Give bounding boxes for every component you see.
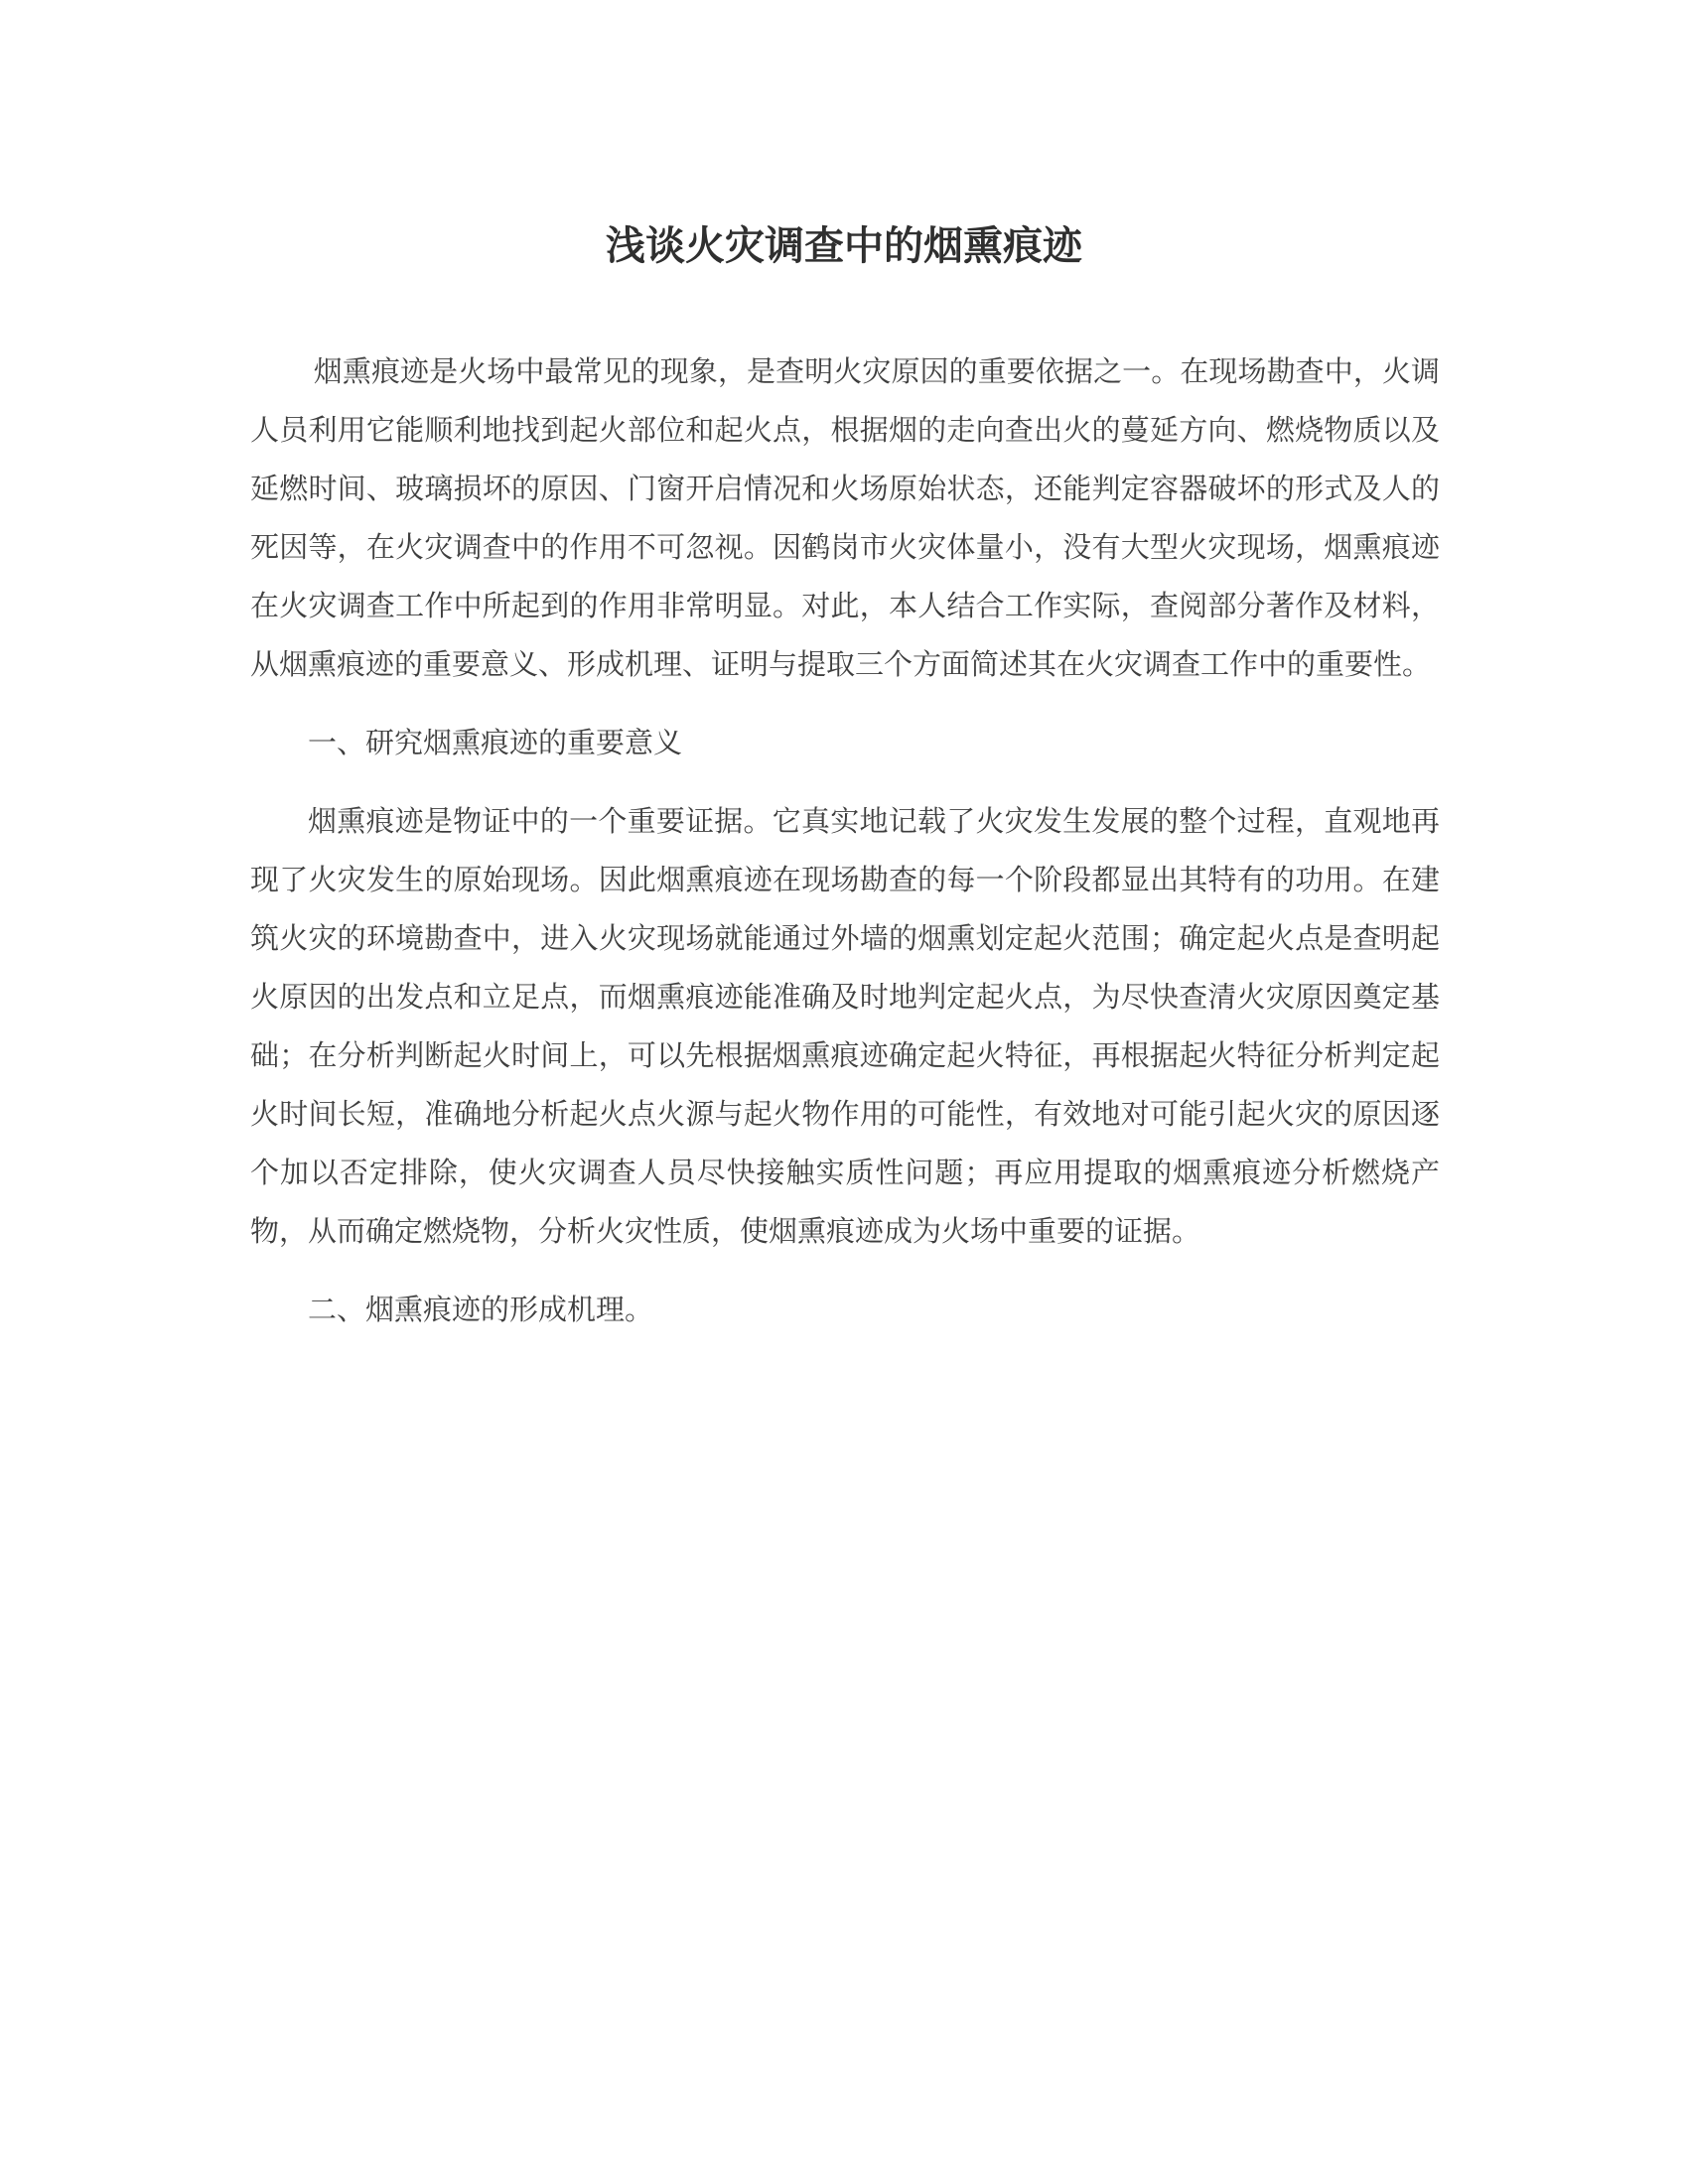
section-1-paragraph: 烟熏痕迹是物证中的一个重要证据。它真实地记载了火灾发生发展的整个过程，直观地再现了火灾发生的原始现场。因此烟熏痕迹在现场勘查的每一个阶段都显出其特有的功用。在建筑火灾的环境勘查中，进入火灾现场就能通过外墙的烟熏划定起火范围；确定起火点是查明起火原因的出发点和立足点，而烟熏痕迹能准确及时地判定起火点，为尽快查清火灾原因奠定基础；在分析判断起火时间上，可以先根据烟熏痕迹确定起火特征，再根据起火特征分析判定起火时间长短，准确地分析起火点火源与起火物作用的可能性，有效地对可能引起火灾的原因逐个加以否定排除，使火灾调查人员尽快接触实质性问题；再应用提取的烟熏痕迹分析燃烧产物，从而确定燃烧物，分析火灾性质，使烟熏痕迹成为火场中重要的证据。 — [250, 804, 1440, 1248]
spacer — [250, 694, 1440, 714]
spacer — [250, 772, 1440, 792]
document-body — [250, 342, 1440, 1339]
section-2-heading: 二、烟熏痕迹的形成机理。 — [308, 1293, 654, 1326]
spacer — [250, 1261, 1440, 1281]
section-1-heading: 一、研究烟熏痕迹的重要意义 — [308, 726, 683, 759]
intro-paragraph: 烟熏痕迹是火场中最常见的现象，是查明火灾原因的重要依据之一。在现场勘查中，火调人员利用它能顺利地找到起火部位和起火点，根据烟的走向查出火的蔓延方向、燃烧物质以及延燃时间、玻璃损坏的原因、门窗开启情况和火场原始状态，还能判定容器破坏的形式及人的死因等，在火灾调查中的作用不可忽视。因鹤岗市火灾体量小，没有大型火灾现场，烟熏痕迹在火灾调查工作中所起到的作用非常明显。对此，本人结合工作实际，查阅部分著作及材料，从烟熏痕迹的重要意义、形成机理、证明与提取三个方面简述其在火灾调查工作中的重要性。 — [250, 354, 1440, 681]
document-title: 浅谈火灾调查中的烟熏痕迹 — [606, 223, 1082, 269]
